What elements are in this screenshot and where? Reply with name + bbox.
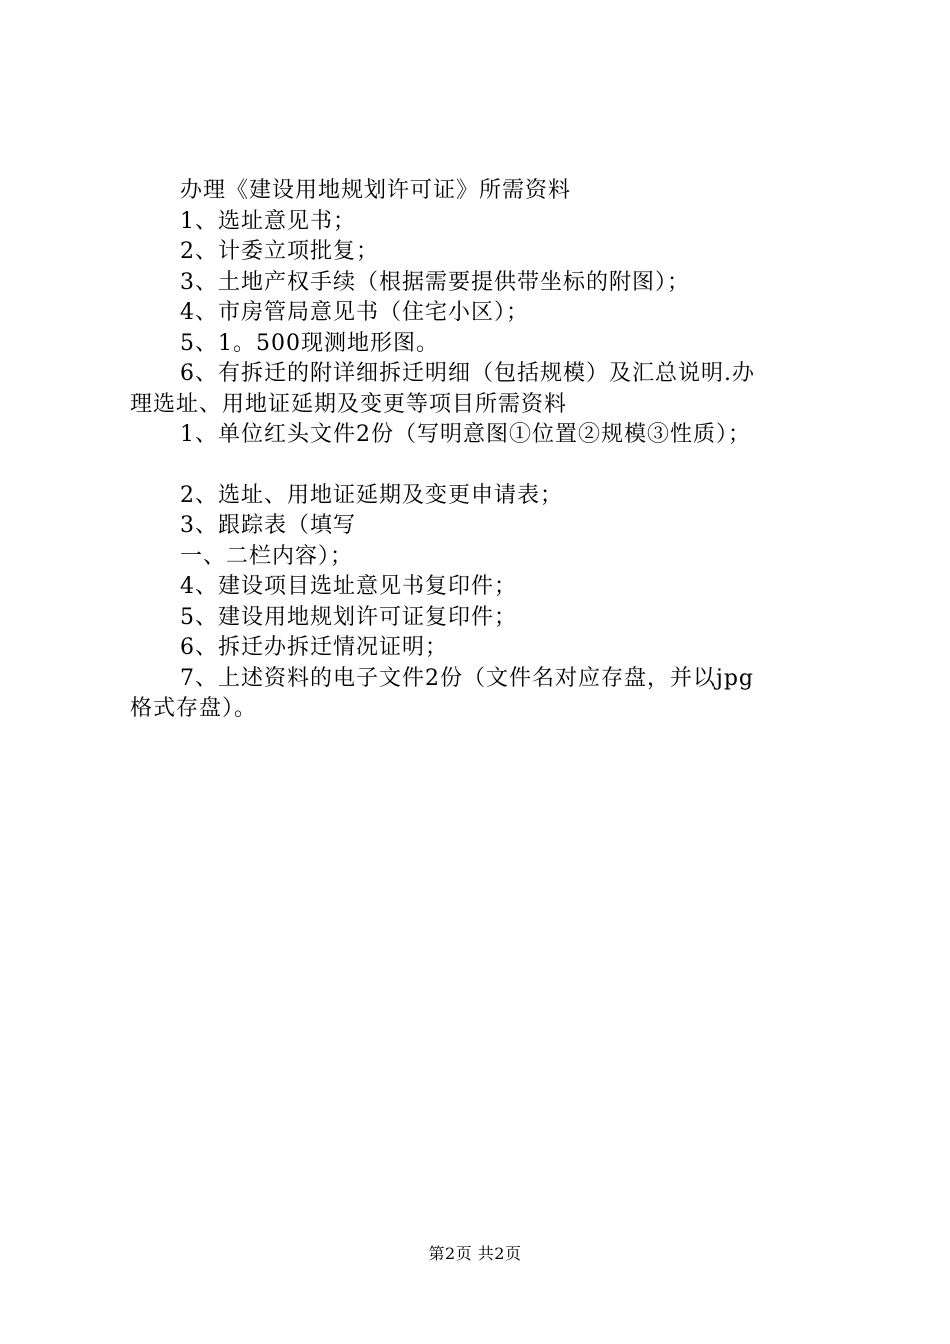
document-body	[130, 176, 840, 725]
list-item: 3、跟踪表（填写	[180, 513, 356, 538]
list-item: 2、选址、用地证延期及变更申请表；	[180, 482, 563, 508]
paragraph-gap	[130, 451, 840, 481]
list-item: 1、选址意见书；	[180, 208, 356, 234]
list-item: 4、建设项目选址意见书复印件；	[180, 574, 517, 599]
page-footer: 第2页 共2页	[428, 1244, 522, 1263]
list-item: 3、土地产权手续（根据需要提供带坐标的附图）；	[180, 269, 690, 295]
list-item: 7、上述资料的电子文件2份（文件名对应存盘，并以jpg	[180, 665, 754, 691]
list-item-continuation: 理选址、用地证延期及变更等项目所需资料	[130, 391, 568, 417]
list-item: 5、建设用地规划许可证复印件；	[180, 604, 517, 630]
list-item: 5、1。500现测地形图。	[180, 330, 439, 356]
list-item: 一、二栏内容）；	[180, 543, 354, 569]
list-item: 6、有拆迁的附详细拆迁明细（包括规模）及汇总说明.办	[180, 361, 755, 386]
list-item: 4、市房管局意见书（住宅小区）；	[180, 300, 529, 325]
list-item-continuation: 格式存盘）。	[130, 696, 258, 721]
list-item: 6、拆迁办拆迁情况证明；	[180, 635, 448, 660]
list-item: 1、单位红头文件2份（写明意图①位置②规模③性质）；	[180, 422, 751, 447]
section-title: 办理《建设用地规划许可证》所需资料	[180, 178, 572, 203]
list-item: 2、计委立项批复；	[180, 239, 379, 264]
